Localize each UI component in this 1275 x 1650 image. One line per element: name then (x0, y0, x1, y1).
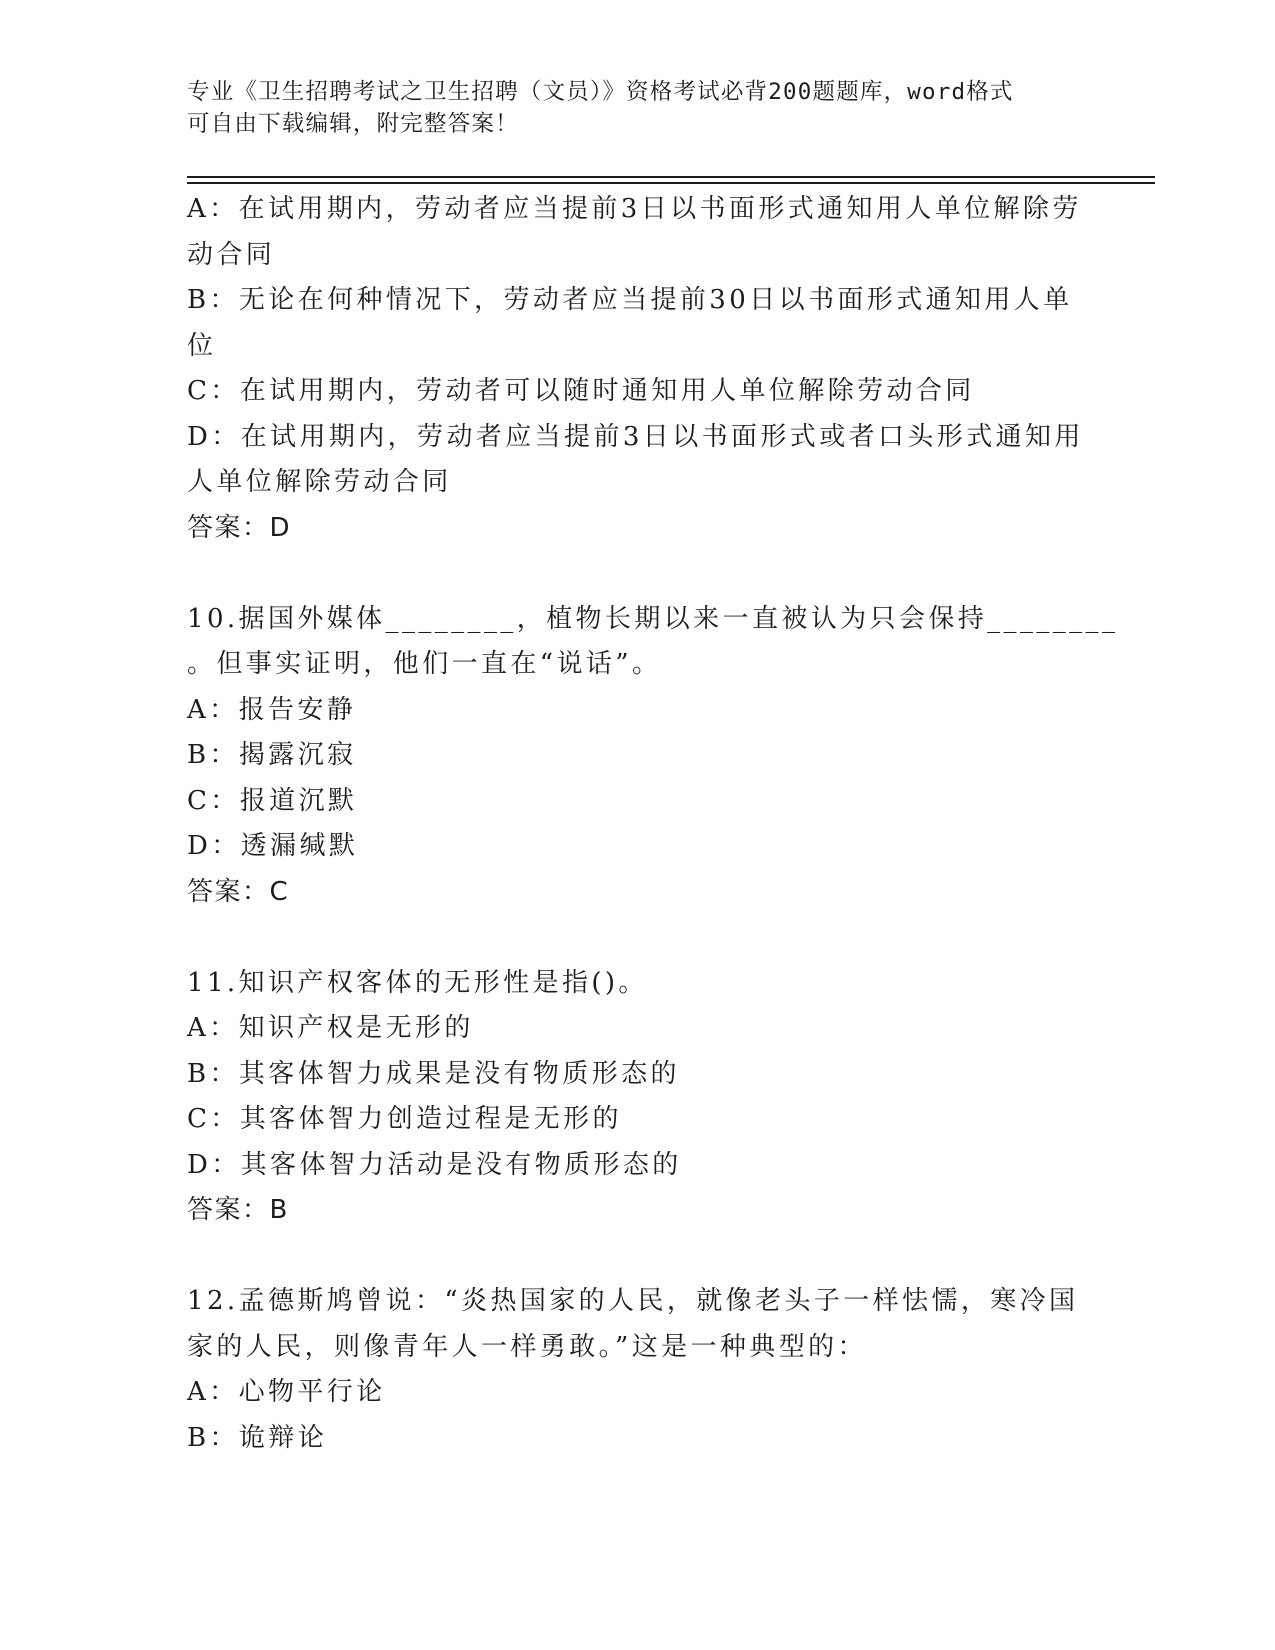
q9-option-d-line-2: 人单位解除劳动合同 (187, 467, 452, 497)
spacer (187, 1234, 1087, 1280)
q9-option-b-line-2: 位 (187, 330, 217, 361)
q9-option-a-line-1: A：在试用期内，劳动者应当提前3日以书面形式通知用人单位解除劳 (187, 194, 1082, 224)
header-title-line-2: 可自由下载编辑，附完整答案！ (187, 111, 519, 137)
q9-option-b-line-1: B：无论在何种情况下，劳动者应当提前30日以书面形式通知用人单 (187, 285, 1073, 315)
question-10-block (187, 597, 1119, 916)
q9-option-a-line-2: 动合同 (187, 239, 276, 270)
question-12-block (187, 1279, 1087, 1461)
q10-stem-line-2: 。但事实证明，他们一直在“说话”。 (187, 649, 662, 679)
q12-option-a: A：心物平行论 (187, 1377, 386, 1407)
q12-option-b: B：诡辩论 (187, 1422, 328, 1453)
q11-answer: 答案：B (187, 1195, 289, 1225)
question-9-block (187, 187, 1087, 551)
q9-option-c: C：在试用期内，劳动者可以随时通知用人单位解除劳动合同 (187, 376, 975, 406)
q10-answer: 答案：C (187, 876, 290, 907)
q12-stem-line-1: 12.孟德斯鸠曾说：“炎热国家的人民，就像老头子一样怯懦，寒冷国 (187, 1286, 1079, 1316)
q11-stem: 11.知识产权客体的无形性是指()。 (187, 967, 648, 998)
q10-option-d: D：透漏缄默 (187, 831, 359, 861)
header-divider-top (187, 176, 1155, 178)
question-11-block (187, 961, 1087, 1234)
q11-option-a: A：知识产权是无形的 (187, 1013, 474, 1043)
q11-option-b: B：其客体智力成果是没有物质形态的 (187, 1058, 680, 1089)
q12-stem-line-2: 家的人民，则像青年人一样勇敢。”这是一种典型的： (187, 1331, 867, 1362)
q10-option-b: B：揭露沉寂 (187, 740, 357, 770)
document-header (187, 76, 1087, 140)
q10-option-a: A：报告安静 (187, 694, 357, 725)
header-title-line-1: 专业《卫生招聘考试之卫生招聘（文员）》资格考试必背200题题库，word格式 (187, 79, 1014, 105)
q10-stem-line-1: 10.据国外媒体________，植物长期以来一直被认为只会保持________ (187, 603, 1119, 634)
spacer (187, 915, 1087, 961)
q10-option-c: C：报道沉默 (187, 785, 358, 816)
question-content (187, 187, 1119, 1461)
spacer (187, 551, 1087, 597)
q11-option-c: C：其客体智力创造过程是无形的 (187, 1104, 622, 1134)
q9-answer: 答案：D (187, 512, 292, 543)
q11-option-d: D：其客体智力活动是没有物质形态的 (187, 1149, 682, 1180)
header-divider-bottom (187, 182, 1155, 184)
q9-option-d-line-1: D：在试用期内，劳动者应当提前3日以书面形式或者口头形式通知用 (187, 421, 1084, 452)
